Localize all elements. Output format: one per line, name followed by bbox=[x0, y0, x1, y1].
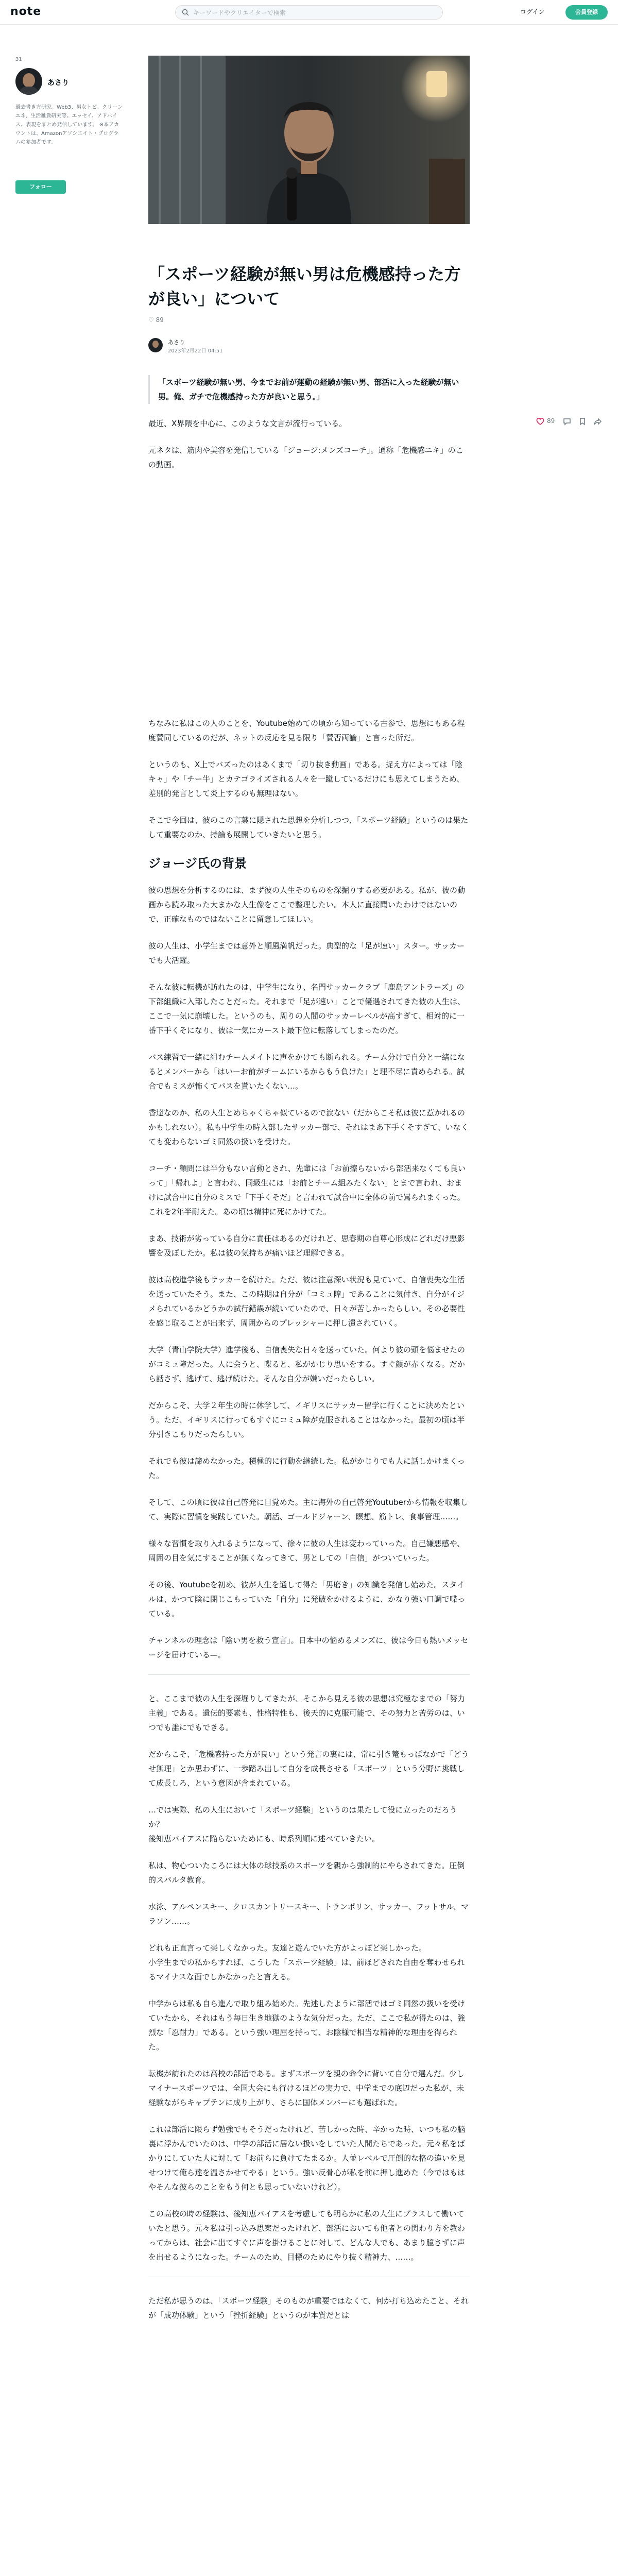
search-bar[interactable] bbox=[175, 5, 443, 20]
search-input[interactable] bbox=[193, 8, 435, 18]
article-title: 「スポーツ経験が無い男は危機感持った方が良い」について bbox=[148, 264, 461, 309]
paragraph: 彼は高校進学後もサッカーを続けた。ただ、彼は注意深い状況も見ていて、自信喪失な生活を送っていたそう。また、この時期は自分が「コミュ障」であることに気付き、自分がイジメられているかどうかの試行錯誤が続いていたので、日々が苦しかったらしい。その必要性を感じ取ることが出来ず、周囲からのプレッシャーに押し潰されていく。 bbox=[148, 1275, 465, 1328]
section-divider bbox=[148, 1674, 470, 1675]
paragraph: これは部活に限らず勉強でもそうだったけれど、苦しかった時、辛かった時、いつも私の脳裏に浮かんでいたのは、中学の部活に居ない扱いをしていた人間たちであった。元々私をばかりにしていた人に対して「お前らに負けてたまるか。人並レベルで圧倒的な格の違いを見せつけて俺ら達を温さかせてやる」という。強い反骨心が私を前に押し進めた（今ではもはやそんな彼らのことをもう何とも思っていないけれど）。 bbox=[148, 2125, 466, 2192]
paragraph: チャンネルの理念は「陰い男を救う宣言」。日本中の悩めるメンズに、彼は今日も熱いメッセージを届けている—。 bbox=[148, 1636, 469, 1659]
creator-bio: 過去書き方研究。Web3、男女トピ、クリーンエネ、生活雑貨研究等。エッセイ、アドバイス、表現をまとめ発信しています。 ※本アカウントは、Amazonアソシエイト・プログラムの参加者です。 bbox=[15, 105, 123, 145]
paragraph: コーチ・顧問には半分もない言動とされ、先輩には「お前擦らないから部活来なくても良いって」「帰れよ」と言われ、同級生には「お前とチーム組みたくない」とまで言われ、おまけに試合中に自分のミスで「下手くそだ」と言われて試合中に全体の前で罵られまくった。これを2年半耐えた。あの頃は精神に死にかけてた。 bbox=[148, 1164, 466, 1216]
quote-text: 「スポーツ経験が無い男、今までお前が運動の経験が無い男、部活に入った経験が無い男。俺、ガチで危機感持った方が良いと思う。」 bbox=[158, 378, 459, 401]
paragraph-line: 後知恵バイアスに陥らないためにも、時系列順に述べていきたい。 bbox=[148, 1834, 380, 1843]
note-logo[interactable]: note bbox=[10, 5, 42, 18]
paragraph: 彼の人生は、小学生までは意外と順風満帆だった。典型的な「足が速い」スター。サッカーでも大活躍。 bbox=[148, 941, 465, 965]
paragraph: 香達なのか、私の人生とめちゃくちゃ似ているので涙ない（だからこそ私は彼に惹かれるのかもしれない）。私も中学生の時入部したサッカー部で、それはまあ下手くそすぎて、いなくても変わらないゴミ同然の扱いを受けた。 bbox=[148, 1108, 469, 1146]
author-name[interactable]: あさり bbox=[168, 339, 185, 346]
like-count-top: 89 bbox=[156, 316, 164, 324]
paragraph: というのも、X上でバズったのはあくまで「切り抜き動画」である。捉え方によっては「陰キャ」や「チー牛」とカテゴライズされる人々を一蹴しているだけにも思えてしまうため、差別的発言として炎上するのも無理はない。 bbox=[148, 760, 465, 798]
paragraph-line: 小学生までの私からすれば、こうした「スポーツ経験」は、前ほどされた自由を奪わせられるマイナスな面でしかなかったと言える。 bbox=[148, 1958, 465, 1981]
paragraph: 転機が訪れたのは高校の部活である。まずスポーツを親の命令に背いて自分で選んだ。少しマイナースポーツでは、全国大会にも行けるほどの実力で、中学までの底辺だった私が、未経験ながらキャプテンに成り上がり、さらに国体メンバーにも選ばれた。 bbox=[148, 2069, 465, 2107]
paragraph: 元ネタは、筋肉や美容を発信している「ジョージ:メンズコーチ」。通称「危機感ニキ」のこの動画。 bbox=[148, 446, 464, 469]
hero-image bbox=[148, 56, 470, 224]
creator-label: 31 bbox=[15, 57, 22, 62]
bookmark-icon[interactable] bbox=[578, 416, 587, 427]
paragraph: それでも彼は諦めなかった。積極的に行動を継続した。私がかじりでも人に話しかけまくった。 bbox=[148, 1456, 465, 1480]
paragraph: だからこそ、「危機感持った方が良い」という発言の裏には、常に引き篭もっぱなかで「どうせ無理」とか思わずに、一歩踏み出して自分を成長させる「スポーツ」という分野に挑戦して成長しろ、という意図が含まれている。 bbox=[148, 1750, 469, 1788]
avatar-shirt bbox=[19, 87, 39, 95]
comment-icon[interactable] bbox=[562, 416, 572, 427]
section-heading: ジョージ氏の背景 bbox=[148, 856, 247, 871]
paragraph: 私は、物心ついたころには大体の球技系のスポーツを親から強制的にやらされてきた。圧倒的スパルタ教育。 bbox=[148, 1861, 465, 1885]
avatar-face bbox=[23, 73, 35, 88]
heart-icon: ♡ bbox=[148, 316, 154, 324]
paragraph: そんな彼に転機が訪れたのは、中学生になり、名門サッカークラブ「鹿島アントラーズ」の下部組織に入部したことだった。それまで「足が速い」ことで優遇されてきた彼の人生は、ここで一気に崩壊した。というのも、周りの人間のサッカーレベルが高すぎて、相対的に一番下手くそになり、彼は一気にカースト最下位に転落してしまったのだ。 bbox=[148, 982, 466, 1035]
paragraph bbox=[148, 1803, 470, 1846]
paragraph: と、ここまで彼の人生を深堀りしてきたが、そこから見える彼の思想は究極なまでの「努力主義」である。遺伝的要素も、性格特性も、後天的に克服可能で、その努力と苦労のは、いつでも誰にでもできる。 bbox=[148, 1694, 466, 1732]
paragraph: 最近、X界隈を中心に、このような文言が流行っている。 bbox=[148, 419, 347, 428]
search-icon bbox=[182, 9, 189, 16]
follow-button[interactable]: フォロー bbox=[15, 180, 66, 194]
paragraph-line: …では実際、私の人生において「スポーツ経験」というのは果たして役に立ったのだろうか？ bbox=[148, 1805, 457, 1829]
paragraph: そして、この頃に彼は自己啓発に目覚めた。主に海外の自己啓発Youtuberから情報を収集して、実際に習慣を実践していた。朝活、ゴールドジャーン、瞑想、筋トレ、食事管理……。 bbox=[148, 1498, 468, 1521]
paragraph: まあ、技術が劣っている自分に責任はあるのだけれど、思春期の自尊心形成にどれだけ悪影響を及ぼしたか。私は彼の気持ちが痛いほど理解できる。 bbox=[148, 1234, 465, 1258]
heart-icon[interactable] bbox=[536, 416, 545, 427]
paragraph: その後、Youtubeを初め、彼が人生を通して得た「男磨き」の知識を発信し始めた。スタイルは、かつて陰に閉じこもっていた「自分」に発破をかけるように、かなり強い口調で喋っている。 bbox=[148, 1580, 466, 1618]
login-link[interactable]: ログイン bbox=[520, 8, 545, 15]
like-counter-top[interactable] bbox=[148, 316, 164, 324]
paragraph-line: どれも正直言って楽しくなかった。友達と遊んでいた方がよっぽど楽しかった。 bbox=[148, 1943, 427, 1953]
paragraph: 中学からは私も自ら進んで取り組み始めた。先述したように部活ではゴミ同然の扱いを受けていたから、それはもう毎日生き地獄のような気分だった。ただ、ここで私が得たのは、強烈な「忍耐力」である。という強い理屈を持って、お陰様で相当な精神的な理由を得られた。 bbox=[148, 1999, 466, 2052]
paragraph: 水泳、アルペンスキー、クロスカントリースキー、トランポリン、サッカー、フットサル、マラソン……。 bbox=[148, 1902, 469, 1926]
publish-date: 2023年2月22日 04:51 bbox=[168, 348, 223, 354]
author-avatar[interactable] bbox=[148, 338, 163, 352]
paragraph: 大学（青山学院大学）進学後も、自信喪失な日々を送っていた。何より彼の頭を悩ませたのがコミュ障だった。人に会うと、喋ると、私がかじり思いをする。すぐ顔が赤くなる。だから話さず、逃げて、逃げ続けた。そんな自分が嫌いだったらしい。 bbox=[148, 1345, 466, 1383]
video-embed-area[interactable] bbox=[148, 484, 470, 716]
paragraph: 様々な習慣を取り入れるようになって、徐々に彼の人生は変わっていった。自己嫌悪感や、周囲の目を気にすることが無くなってきて、男としての「自信」がついていった。 bbox=[148, 1539, 465, 1563]
creator-profile bbox=[15, 57, 129, 190]
author-row[interactable] bbox=[148, 337, 303, 353]
paragraph: ちなみに私はこの人のことを、Youtube始めての頃から知っている古参で、思想にもある程度賛同しているのだが、ネットの反応を見る限り「賛否両論」と言った所だ。 bbox=[148, 719, 465, 742]
hero-illustration bbox=[148, 56, 470, 224]
paragraph: そこで今回は、彼のこの言葉に隠された思想を分析しつつ、「スポーツ経験」というのは果たして重要なのか、持論も展開していきたいと思う。 bbox=[148, 816, 469, 839]
paragraph: だからこそ、大学２年生の時に休学して、イギリスにサッカー留学に行くことに決めたという。ただ、イギリスに行ってもすぐにコミュ障が克服されることはなかった。最初の頃は半分引きこもりだったらしい。 bbox=[148, 1401, 465, 1439]
signup-button[interactable]: 会員登録 bbox=[565, 5, 608, 20]
paragraph: この高校の時の経験は、後知恵バイアスを考慮しても明らかに私の人生にプラスして働いていたと思う。元々私は引っ込み思案だったけれど、部活においても他者との関わり方を教わってからは、社会に出てすぐに声を掛けることに対して、どんな人でも、あまり臆さずに声を出せるようになった。チームのため、目標のためにやり抜く精神力、……。 bbox=[148, 2209, 466, 2262]
author-avatar-face bbox=[152, 341, 159, 348]
avatar[interactable] bbox=[15, 68, 42, 95]
global-header bbox=[0, 0, 618, 25]
share-icon[interactable] bbox=[593, 416, 603, 427]
article-actions bbox=[536, 416, 613, 429]
paragraph: ただ私が思うのは、「スポーツ経験」そのものが重要ではなくて、何か打ち込めたこと、それが「成功体験」という「挫折経験」というのが本質だとは bbox=[148, 2296, 469, 2320]
paragraph: 彼の思想を分析するのには、まず彼の人生そのものを深掘りする必要がある。私が、彼の動画から読み取った大まかな人生像をここで整理したい。本人に直接聞いたわけではないので、正確なものではないことに留意してほしい。 bbox=[148, 886, 466, 924]
like-count: 89 bbox=[547, 417, 555, 425]
article-body bbox=[148, 375, 470, 2335]
paragraph bbox=[148, 1941, 470, 1984]
creator-name[interactable]: あさり bbox=[47, 79, 69, 87]
paragraph: バス練習で一緒に組むチームメイトに声をかけても断られる。チーム分けで自分と一緒になるとメンバーから「はいーお前がチームにいるからもう負けた」と理不尽に責められる。試合でもミスが怖くてパスを貰いたくない…。 bbox=[148, 1053, 465, 1091]
blockquote bbox=[148, 375, 470, 404]
